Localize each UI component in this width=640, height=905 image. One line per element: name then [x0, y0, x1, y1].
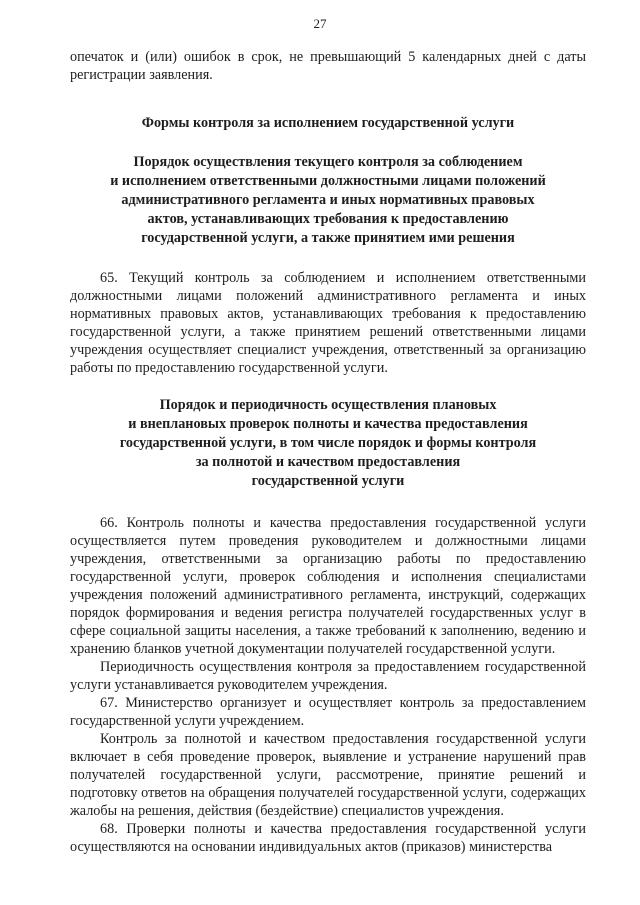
- heading-line: административного регламента и иных нормативных правовых: [121, 192, 535, 208]
- subsection-heading-current-control: [70, 153, 586, 248]
- paragraph-65: 65. Текущий контроль за соблюдением и исполнением ответственными должностными лицами положений административного регламента и иных нормативных правовых актов, устанавливающих требования к предоставлению государственной услуги, а также принятием решений ответственными лицами учреждения осуществляет специалист учреждения, ответственный за организацию работы по предоставлению государственной услуги.: [70, 270, 586, 376]
- heading-line: государственной услуги: [251, 473, 405, 489]
- paragraph-periodicity: Периодичность осуществления контроля за предоставлением государственной услуги устанавливается руководителем учреждения.: [70, 659, 586, 693]
- paragraph-67: 67. Министерство организует и осуществляет контроль за предоставлением государственной услуги учреждением.: [70, 695, 586, 729]
- page-number: 27: [313, 16, 327, 31]
- intro-continuation-paragraph: опечаток и (или) ошибок в срок, не превышающий 5 календарных дней с даты регистрации заявления.: [70, 49, 586, 83]
- heading-line: государственной услуги, а также принятием ими решения: [141, 230, 515, 246]
- heading-line: актов, устанавливающих требования к предоставлению: [147, 211, 509, 227]
- page-content: [70, 48, 586, 856]
- paragraph-control-includes: Контроль за полнотой и качеством предоставления государственной услуги включает в себя проведение проверок, выявление и устранение нарушений прав получателей государственной услуги, рассмотрение, принятие решений и подготовку ответов на обращения получателей государственной услуги, содержащих жалобы на решения, действия (бездействие) специалистов учреждения.: [70, 731, 586, 819]
- subsection-heading-periodicity: [70, 396, 586, 491]
- heading-line: Порядок и периодичность осуществления плановых: [159, 397, 497, 413]
- heading-line: Порядок осуществления текущего контроля за соблюдением: [133, 154, 523, 170]
- heading-line: за полнотой и качеством предоставления: [195, 454, 461, 470]
- paragraph-68: 68. Проверки полноты и качества предоставления государственной услуги осуществляются на основании индивидуальных актов (приказов) министерства: [70, 821, 586, 855]
- heading-line: государственной услуги, в том числе порядок и формы контроля: [119, 435, 537, 451]
- heading-line: и исполнением ответственными должностными лицами положений: [110, 173, 546, 189]
- section-heading-forms: Формы контроля за исполнением государственной услуги: [141, 115, 515, 131]
- paragraph-66: 66. Контроль полноты и качества предоставления государственной услуги осуществляется путем проведения руководителем и должностными лицами учреждения, ответственными за организацию работы по предоставлению государственной услуги, проверок соблюдения и исполнения специалистами учреждения положений административного регламента, инструкций, содержащих порядок формирования и ведения регистра получателей государственных услуг в сфере социальной защиты населения, а также требований к заполнению, ведению и хранению бланков учетной документации получателей государственной услуги.: [70, 515, 586, 657]
- heading-line: и внеплановых проверок полноты и качества предоставления: [128, 416, 528, 432]
